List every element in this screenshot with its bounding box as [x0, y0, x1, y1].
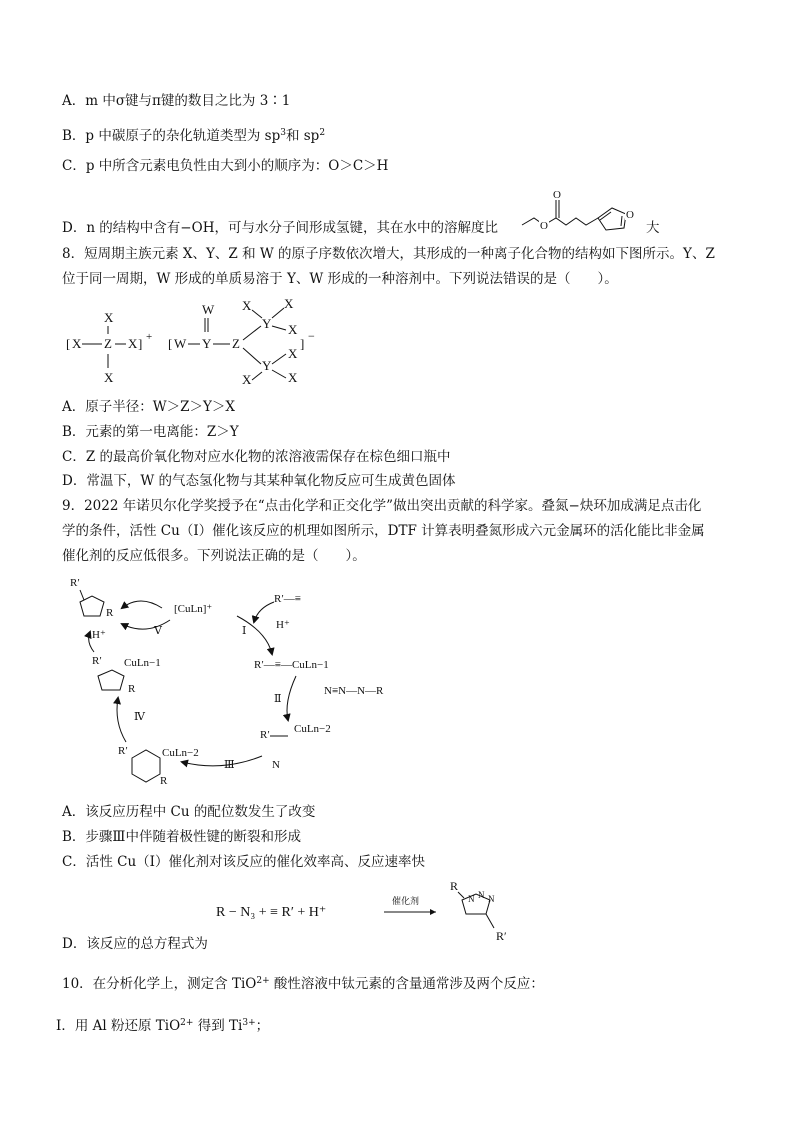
- mech-acetylide: R′—≡—CuLn−1: [254, 659, 329, 671]
- mech-ring-r: R: [160, 775, 168, 787]
- anion-left-bracket: [: [168, 336, 173, 351]
- q7-option-c: C．p 中所含元素电负性由大到小的顺序为：O＞C＞H: [62, 158, 389, 174]
- anion-w: W: [174, 336, 187, 351]
- cation-x-right: X: [128, 336, 138, 351]
- ionic-compound-structure: [62, 296, 332, 388]
- q10-stem: [62, 972, 544, 993]
- q7-option-b: [62, 124, 325, 145]
- mech-hplus-1: H⁺: [92, 629, 106, 641]
- cation-z: Z: [104, 336, 112, 351]
- anion-x2: X: [284, 296, 294, 311]
- q10-reaction-1-end: ；: [255, 1018, 270, 1034]
- cation-right-bracket: ]: [138, 336, 143, 351]
- mech-alkyne: R′—≡: [274, 593, 301, 605]
- q8-option-b: B．元素的第一电离能：Z＞Y: [62, 424, 239, 440]
- anion-x6: X: [242, 372, 252, 387]
- mech-step-1: Ⅰ: [242, 625, 247, 637]
- mech-step-3: Ⅲ: [224, 759, 235, 771]
- svg-text:O: O: [626, 209, 634, 221]
- anion-y-lower: Y: [262, 358, 272, 373]
- mech-step-5: Ⅴ: [154, 625, 162, 637]
- q10-stem-end: 酸性溶液中钛元素的含量通常涉及两个反应：: [269, 976, 544, 992]
- q10-reaction-1: [56, 1014, 269, 1035]
- tio-charge-2: 2+: [180, 1018, 194, 1028]
- cation-x-left: X: [72, 336, 82, 351]
- equation-catalyst: 催化剂: [392, 896, 420, 906]
- sp2-superscript: 2: [319, 128, 326, 138]
- q8-option-c: C．Z 的最高价氧化物对应水化物的浓溶液需保存在棕色细口瓶中: [62, 449, 451, 465]
- equation-n2: N: [478, 890, 485, 900]
- svg-text:O: O: [553, 189, 561, 201]
- anion-x3: X: [288, 322, 298, 337]
- q8-option-d: D．常温下，W 的气态氢化物与其某种氧化物反应可生成黄色固体: [62, 473, 456, 489]
- q7-option-b-text: B．p 中碳原子的杂化轨道类型为 sp: [62, 128, 281, 144]
- q8-stem-line1: 8．短周期主族元素 X、Y、Z 和 W 的原子序数依次增大，其形成的一种离子化合物的结构如下图所示。Y、Z: [62, 246, 715, 262]
- overall-equation: [214, 872, 544, 948]
- q7-option-d: [62, 219, 498, 237]
- mech-triazolyl-r: R: [128, 683, 136, 695]
- cation-x-top: X: [104, 310, 114, 325]
- q9-stem-line3: 催化剂的反应低很多。下列说法正确的是（ ）。: [62, 548, 366, 564]
- anion-x1: X: [242, 298, 252, 313]
- anion-y-upper: Y: [262, 316, 272, 331]
- anion-z: Z: [232, 336, 240, 351]
- mech-ring-r-prime: R′: [118, 745, 128, 757]
- mech-product-r: R: [106, 607, 114, 619]
- anion-x4: X: [288, 346, 298, 361]
- equation-product-r: R: [450, 879, 459, 893]
- sp3-superscript: 3: [280, 128, 286, 138]
- q8-stem-line2: 位于同一周期，W 形成的单质易溶于 Y、W 形成的一种溶剂中。下列说法错误的是（ ）。: [62, 271, 618, 287]
- mech-step-2: Ⅱ: [274, 693, 282, 705]
- q9-option-b: B．步骤Ⅲ中伴随着极性键的断裂和形成: [62, 829, 301, 845]
- tio-charge: 2+: [256, 976, 270, 986]
- mech-complex-cu: CuLn−2: [294, 723, 331, 735]
- mech-complex-azide: N: [272, 759, 280, 771]
- mech-hplus-2: H⁺: [276, 619, 290, 631]
- q7-option-a: A．m 中σ键与π键的数目之比为 3∶1: [62, 93, 291, 109]
- catalytic-cycle-diagram: [62, 572, 384, 794]
- ti-charge: 3+: [242, 1018, 256, 1028]
- cation-plus: +: [146, 331, 153, 343]
- mech-catalyst: [CuLn]⁺: [174, 603, 213, 615]
- q9-option-c: C．活性 Cu（Ⅰ）催化剂对该反应的催化效率高、反应速率快: [62, 854, 425, 870]
- equation-product-r-prime: R′: [496, 929, 507, 943]
- q10-reaction-1-mid: 得到 Ti: [193, 1018, 243, 1034]
- anion-minus: −: [308, 329, 315, 343]
- equation-n1: N: [468, 894, 475, 904]
- q9-option-a: A．该反应历程中 Cu 的配位数发生了改变: [62, 804, 316, 820]
- mech-azide: N≡N—N—R: [324, 685, 384, 697]
- q7-option-d-text: D．n 的结构中含有−OH，可与水分子间形成氢键，其在水中的溶解度比: [62, 220, 498, 236]
- furan-ester-structure: [518, 178, 650, 234]
- cation-left-bracket: [: [66, 336, 71, 351]
- mech-ring-cu: CuLn−2: [162, 747, 199, 759]
- anion-w-top: W: [202, 302, 215, 317]
- q7-option-d-end: 大: [646, 220, 660, 236]
- q8-option-a: A．原子半径：W＞Z＞Y＞X: [62, 399, 236, 415]
- anion-right-bracket: ]: [300, 336, 305, 351]
- cation-x-bottom: X: [104, 370, 114, 385]
- mech-product-r-prime: R′: [70, 577, 80, 589]
- equation-lhs: R − N₃ + ≡ R′ + H⁺: [216, 905, 327, 920]
- q9-stem-line2: 学的条件，活性 Cu（Ⅰ）催化该反应的机理如图所示，DTF 计算表明叠氮形成六元金属环的活化能比非金属: [62, 523, 705, 539]
- q9-stem-line1: 9．2022 年诺贝尔化学奖授予在“点击化学和正交化学”做出突出贡献的科学家。叠氮−炔环加成满足点击化: [62, 498, 702, 514]
- mech-complex-r: R′: [260, 729, 270, 741]
- mech-step-4: Ⅳ: [134, 711, 145, 723]
- q10-stem-text: 10．在分析化学上，测定含 TiO: [62, 976, 257, 992]
- q9-option-d: D．该反应的总方程式为: [62, 936, 208, 952]
- mech-triazolyl-r-prime: R′: [92, 655, 102, 667]
- q7-option-b-mid: 和 sp: [285, 128, 320, 144]
- mech-triazolyl-cu: CuLn−1: [124, 657, 161, 669]
- equation-n3: N: [488, 894, 495, 904]
- anion-y: Y: [202, 336, 212, 351]
- svg-text:O: O: [540, 220, 548, 232]
- anion-x5: X: [288, 370, 298, 385]
- q10-reaction-1-text: Ⅰ．用 Al 粉还原 TiO: [56, 1018, 181, 1034]
